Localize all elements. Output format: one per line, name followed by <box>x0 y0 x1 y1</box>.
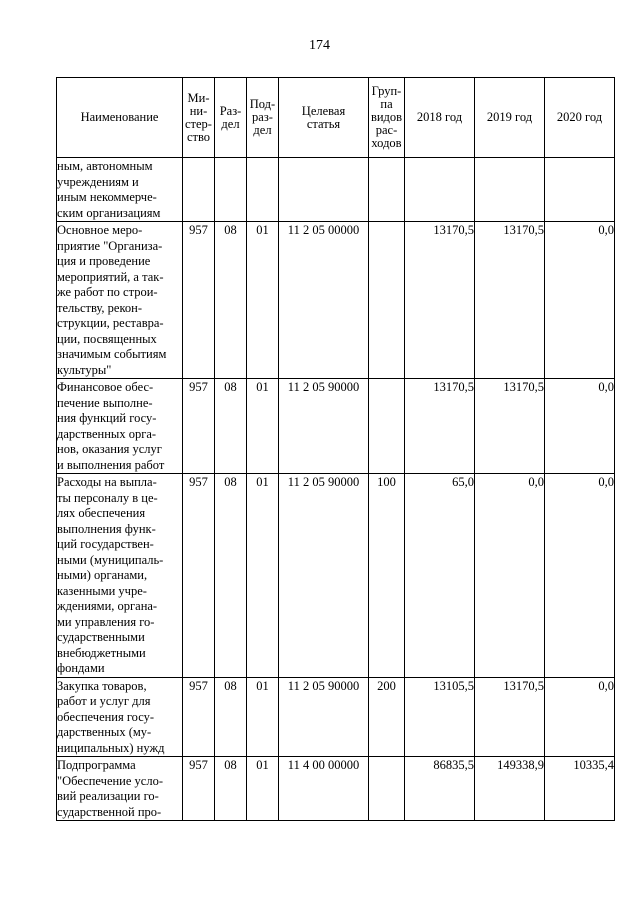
cell-2019: 149338,9 <box>475 757 545 821</box>
table-header <box>57 78 615 158</box>
header-2019: 2019 год <box>475 78 545 158</box>
header-section: Раз- дел <box>215 78 247 158</box>
cell-subsection: 01 <box>247 474 279 678</box>
cell-2019: 13170,5 <box>475 677 545 757</box>
cell-target <box>279 158 369 222</box>
cell-2020: 10335,4 <box>545 757 615 821</box>
budget-table <box>56 77 615 821</box>
cell-ministry: 957 <box>183 757 215 821</box>
cell-target: 11 2 05 00000 <box>279 222 369 379</box>
table-body <box>57 158 615 821</box>
header-target: Целевая статья <box>279 78 369 158</box>
table-row <box>57 474 615 678</box>
cell-name: Закупка товаров, работ и услуг для обеспечения госу- дарственных (му- ниципальных) нужд <box>57 677 183 757</box>
cell-section: 08 <box>215 222 247 379</box>
cell-target: 11 4 00 00000 <box>279 757 369 821</box>
cell-2020 <box>545 158 615 222</box>
cell-target: 11 2 05 90000 <box>279 677 369 757</box>
header-name: Наименование <box>57 78 183 158</box>
cell-section: 08 <box>215 379 247 474</box>
cell-name: Подпрограмма "Обеспечение усло- вий реализации го- сударственной про- <box>57 757 183 821</box>
cell-ministry: 957 <box>183 379 215 474</box>
cell-2019: 0,0 <box>475 474 545 678</box>
cell-ministry: 957 <box>183 474 215 678</box>
cell-ministry: 957 <box>183 222 215 379</box>
cell-2020: 0,0 <box>545 474 615 678</box>
cell-name: Расходы на выпла- ты персоналу в це- лях обеспечения выполнения функ- ций государствен- ными (муниципаль- ными) органами, казенными учре- ждениями, органа- ми управления го- сударственными внебюджетными фондами <box>57 474 183 678</box>
cell-section <box>215 158 247 222</box>
table-row <box>57 379 615 474</box>
cell-2018 <box>405 158 475 222</box>
cell-group <box>369 379 405 474</box>
table-row <box>57 222 615 379</box>
header-row <box>57 78 615 158</box>
cell-2019 <box>475 158 545 222</box>
header-2018: 2018 год <box>405 78 475 158</box>
header-group: Груп- па видов рас- ходов <box>369 78 405 158</box>
cell-2018: 13170,5 <box>405 222 475 379</box>
cell-2018: 86835,5 <box>405 757 475 821</box>
cell-2020: 0,0 <box>545 379 615 474</box>
cell-subsection: 01 <box>247 379 279 474</box>
page-number: 174 <box>309 38 330 53</box>
cell-group <box>369 158 405 222</box>
header-ministry: Ми- ни- стер- ство <box>183 78 215 158</box>
cell-name: ным, автономным учреждениям и иным некоммерче- ским организациям <box>57 158 183 222</box>
cell-group: 200 <box>369 677 405 757</box>
cell-group <box>369 757 405 821</box>
cell-section: 08 <box>215 677 247 757</box>
cell-2018: 65,0 <box>405 474 475 678</box>
cell-2018: 13170,5 <box>405 379 475 474</box>
cell-subsection: 01 <box>247 757 279 821</box>
cell-2019: 13170,5 <box>475 379 545 474</box>
cell-name: Основное меро- приятие "Организа- ция и проведение мероприятий, а так- же работ по строи- тельству, рекон- струкции, реставра- ции, посвященных значимым событиям культуры" <box>57 222 183 379</box>
table-row <box>57 158 615 222</box>
cell-ministry: 957 <box>183 677 215 757</box>
cell-subsection: 01 <box>247 222 279 379</box>
cell-2018: 13105,5 <box>405 677 475 757</box>
cell-section: 08 <box>215 757 247 821</box>
cell-group: 100 <box>369 474 405 678</box>
cell-ministry <box>183 158 215 222</box>
cell-target: 11 2 05 90000 <box>279 474 369 678</box>
header-2020: 2020 год <box>545 78 615 158</box>
cell-subsection <box>247 158 279 222</box>
cell-name: Финансовое обес- печение выполне- ния функций госу- дарственных орга- нов, оказания услуг и выполнения работ <box>57 379 183 474</box>
cell-2020: 0,0 <box>545 677 615 757</box>
cell-2019: 13170,5 <box>475 222 545 379</box>
cell-group <box>369 222 405 379</box>
cell-subsection: 01 <box>247 677 279 757</box>
table-row <box>57 757 615 821</box>
header-subsection: Под- раз- дел <box>247 78 279 158</box>
cell-target: 11 2 05 90000 <box>279 379 369 474</box>
cell-section: 08 <box>215 474 247 678</box>
table-row <box>57 677 615 757</box>
cell-2020: 0,0 <box>545 222 615 379</box>
